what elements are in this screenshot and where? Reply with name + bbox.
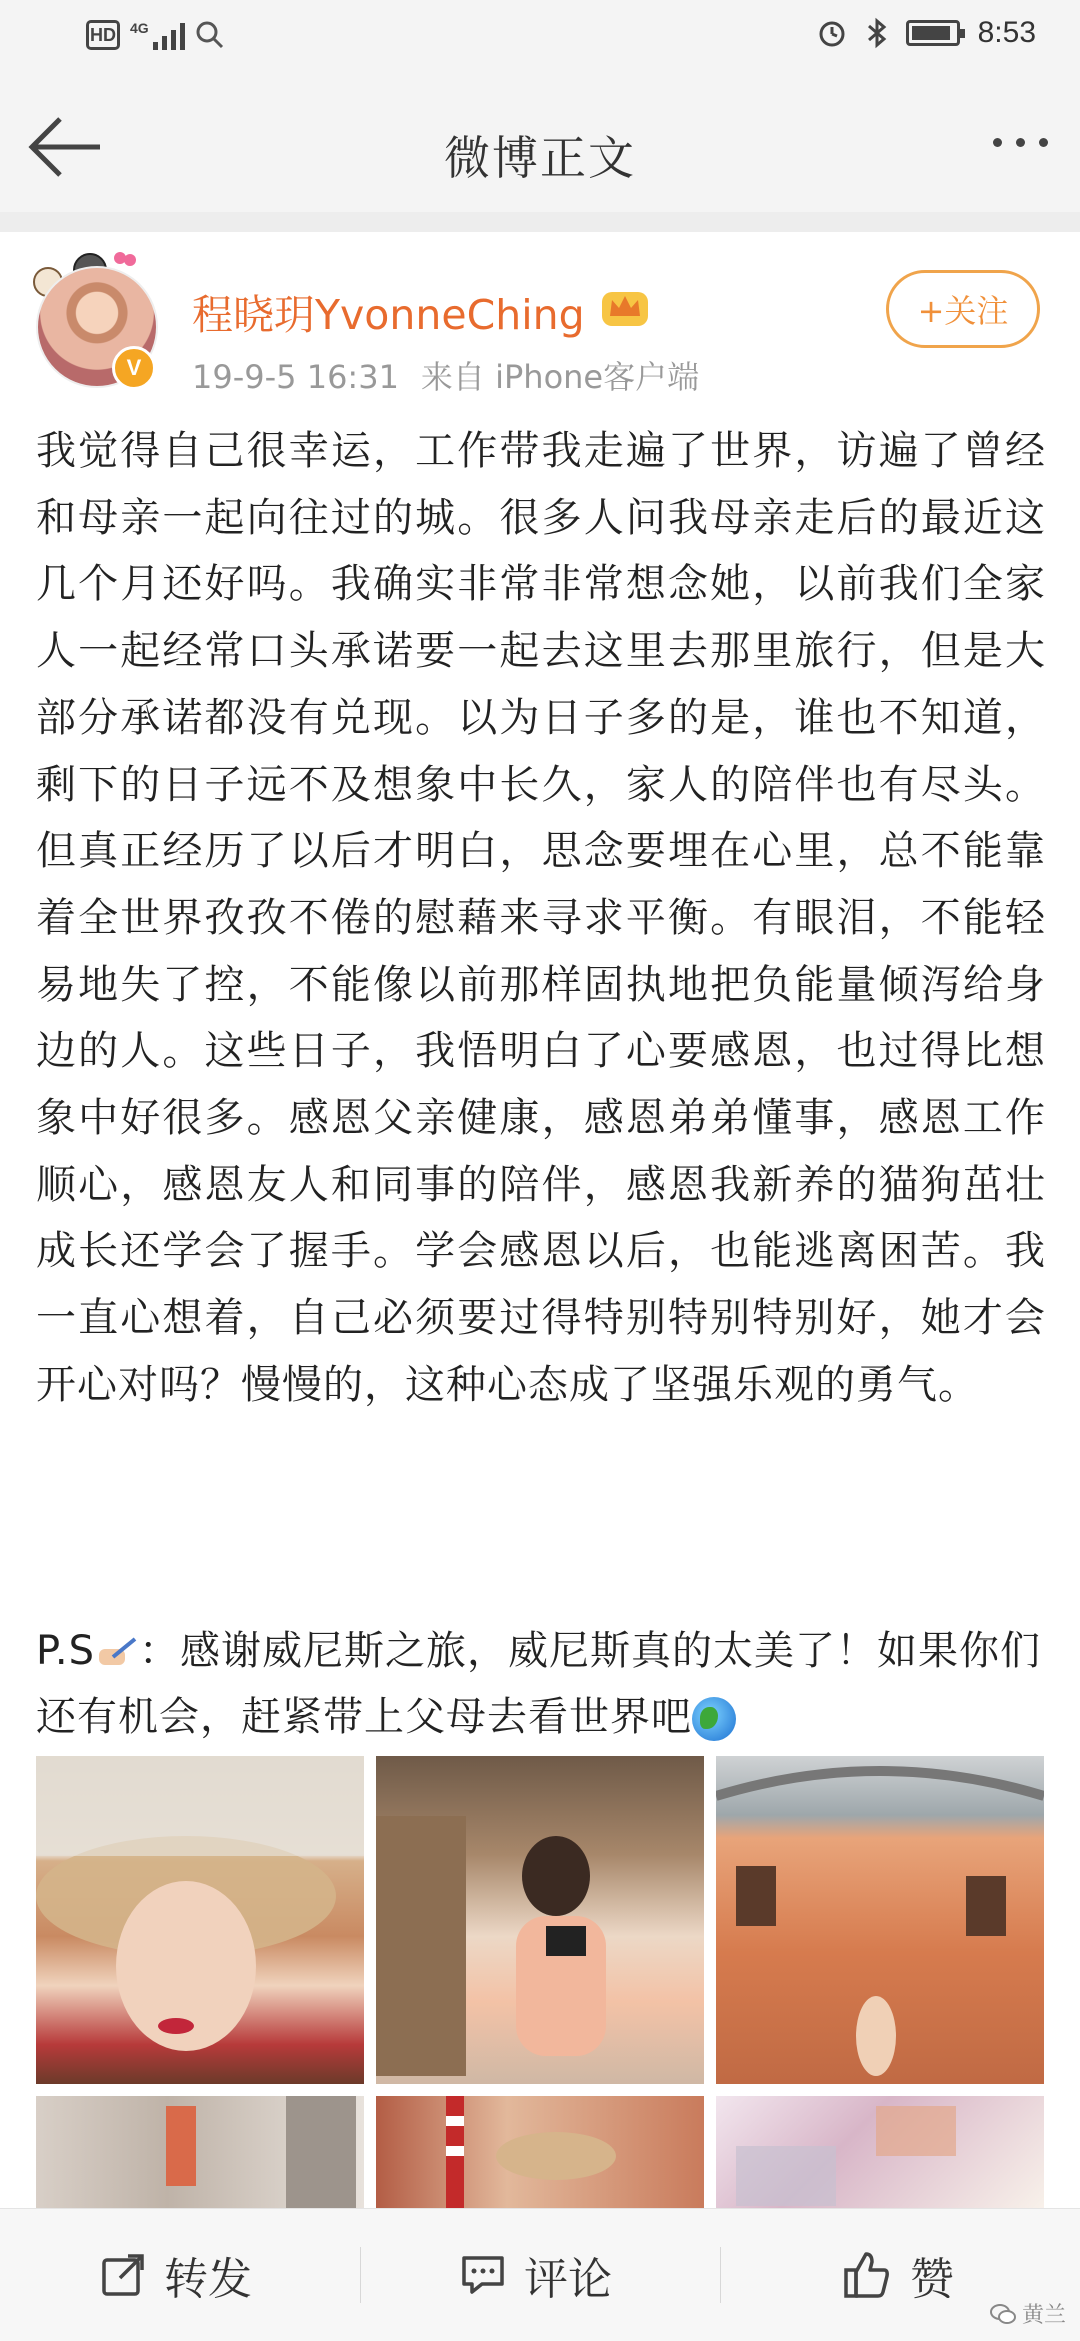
comment-icon: [460, 2252, 506, 2298]
repost-label: 转发: [164, 2254, 252, 2305]
post-image-6[interactable]: [716, 2096, 1044, 2208]
repost-button[interactable]: [100, 2209, 252, 2341]
globe-icon: [692, 1697, 736, 1741]
wechat-icon: [990, 2303, 1016, 2325]
repost-icon: [100, 2252, 146, 2298]
like-button[interactable]: [842, 2209, 954, 2341]
more-options-icon[interactable]: [993, 138, 1048, 147]
post-body: 我觉得自己很幸运，工作带我走遍了世界，访遍了曾经和母亲一起向往过的城。很多人问我母亲走后的最近这几个月还好吗。我确实非常非常想念她，以前我们全家人一起经常口头承诺要一起去这里去那里旅行，但是大部分承诺都没有兑现。以为日子多的是，谁也不知道，剩下的日子远不及想象中长久，家人的陪伴也有尽头。但真正经历了以后才明白，思念要埋在心里，总不能靠着全世界孜孜不倦的慰藉来寻求平衡。有眼泪，不能轻易地失了控，不能像以前那样固执地把负能量倾泻给身边的人。这些日子，我悟明白了心要感恩，也过得比想象中好很多。感恩父亲健康，感恩弟弟懂事，感恩工作顺心，感恩友人和同事的陪伴，感恩我新养的猫狗茁壮成长还学会了握手。学会感恩以后，也能逃离困苦。我一直心想着，自己必须要过得特别特别特别好，她才会开心对吗？慢慢的，这种心态成了坚强乐观的勇气。: [36, 428, 1046, 1408]
photo-illustration: [36, 1756, 364, 2084]
photo-illustration: [36, 2096, 364, 2208]
status-right: [816, 16, 1036, 50]
clock: 8:53: [977, 16, 1036, 49]
page-title: 微博正文: [444, 131, 636, 185]
divider: [0, 212, 1080, 232]
status-bar: [0, 0, 1080, 84]
follow-button[interactable]: +关注: [886, 270, 1040, 348]
post-image-4[interactable]: [36, 2096, 364, 2208]
alarm-icon: [816, 17, 848, 49]
watermark: [990, 2298, 1066, 2329]
search-icon: [195, 20, 225, 50]
post-image-5[interactable]: [376, 2096, 704, 2208]
thumbs-up-icon: [842, 2250, 892, 2300]
status-left: [86, 20, 225, 50]
comment-button[interactable]: [460, 2209, 612, 2341]
post-meta: [192, 352, 721, 398]
post-source: 来自 iPhone客户端: [420, 358, 700, 396]
post-image-1[interactable]: [36, 1756, 364, 2084]
network-type: 4G: [130, 20, 149, 36]
divider: [720, 2247, 721, 2303]
photo-illustration: [376, 2096, 704, 2208]
verified-badge: V: [112, 346, 156, 390]
bluetooth-icon: [866, 17, 888, 49]
ps-prefix: P.S: [36, 1628, 95, 1674]
photo-illustration: [376, 1756, 704, 2084]
battery-icon: [906, 20, 960, 46]
post-image-3[interactable]: [716, 1756, 1044, 2084]
post-date: 19-9-5 16:31: [192, 358, 399, 396]
hd-icon: HD: [86, 20, 120, 50]
bottom-action-bar: [0, 2208, 1080, 2341]
nav-bar: [0, 84, 1080, 213]
photo-illustration: [716, 1756, 1044, 2084]
vip-crown-icon: [600, 286, 650, 330]
signal-icon: [130, 20, 185, 50]
ps-text: ：感谢威尼斯之旅，威尼斯真的太美了！如果你们还有机会，赶紧带上父母去看世界吧: [36, 1628, 1041, 1740]
like-label: 赞: [910, 2254, 954, 2305]
post-image-2[interactable]: [376, 1756, 704, 2084]
author-name[interactable]: 程晓玥YvonneChing: [192, 291, 585, 339]
watermark-text: 黄兰: [1021, 2303, 1066, 2328]
comment-label: 评论: [524, 2254, 612, 2305]
divider: [360, 2247, 361, 2303]
writing-hand-icon: [95, 1635, 139, 1671]
post-ps: [36, 1618, 1046, 1750]
photo-illustration: [716, 2096, 1044, 2208]
